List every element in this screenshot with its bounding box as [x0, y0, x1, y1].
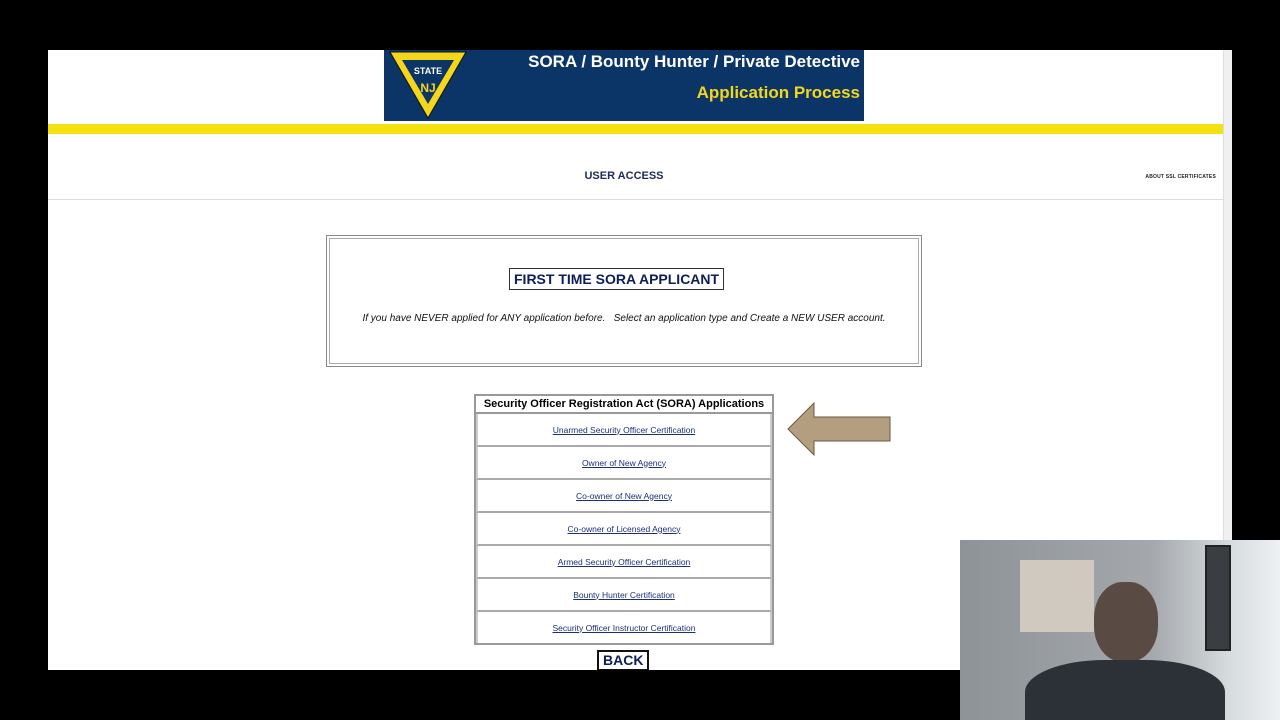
table-row [476, 414, 772, 447]
divider [48, 199, 1224, 200]
instructor-link[interactable]: Security Officer Instructor Certification [552, 622, 696, 633]
sora-applications-table [474, 394, 774, 645]
user-access-heading: USER ACCESS [584, 170, 664, 182]
nj-state-police-badge-logo [388, 50, 468, 120]
armed-officer-link[interactable]: Armed Security Officer Certification [557, 556, 691, 567]
back-button[interactable]: BACK [597, 650, 649, 670]
yellow-divider [48, 124, 1224, 134]
left-arrow-icon [786, 402, 894, 456]
person-body [1025, 660, 1225, 720]
svg-text:STATE: STATE [413, 66, 443, 76]
table-row [476, 546, 772, 579]
unarmed-officer-link[interactable]: Unarmed Security Officer Certification [552, 424, 696, 435]
table-row [476, 612, 772, 643]
coowner-new-agency-link[interactable]: Co-owner of New Agency [576, 490, 672, 501]
table-header: Security Officer Registration Act (SORA) Applications [476, 396, 772, 414]
table-row [476, 513, 772, 546]
banner-title: SORA / Bounty Hunter / Private Detective [528, 52, 860, 71]
first-time-applicant-panel [326, 235, 922, 367]
wall-painting [1020, 560, 1094, 632]
wall-poster [1205, 545, 1231, 651]
table-row [476, 579, 772, 612]
instructions-text: If you have NEVER applied for ANY application before. Select an application type and Create a NEW USER account. [362, 313, 886, 324]
banner-subtitle: Application Process [696, 83, 860, 102]
owner-new-agency-link[interactable]: Owner of New Agency [581, 457, 667, 468]
svg-text:NJ: NJ [420, 81, 436, 95]
about-ssl-link[interactable]: ABOUT SSL CERTIFICATES [1145, 174, 1216, 180]
bounty-hunter-link[interactable]: Bounty Hunter Certification [573, 589, 675, 600]
table-row [476, 480, 772, 513]
webcam-overlay [960, 540, 1280, 720]
header-banner [384, 50, 864, 121]
coowner-licensed-agency-link[interactable]: Co-owner of Licensed Agency [567, 523, 681, 534]
table-row [476, 447, 772, 480]
first-time-heading: FIRST TIME SORA APPLICANT [509, 268, 724, 290]
person-head [1094, 582, 1158, 662]
